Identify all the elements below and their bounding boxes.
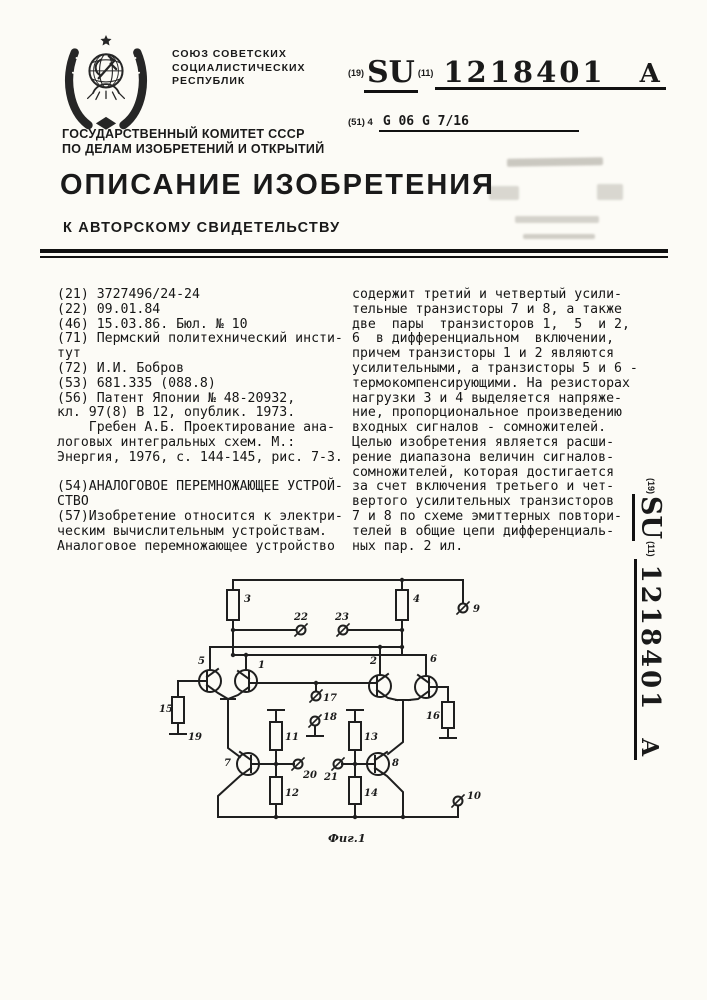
side-kind-code: A <box>636 738 663 757</box>
code-11-label: (11) <box>417 68 434 78</box>
ipc-classification <box>348 112 579 130</box>
side-country-code: SU <box>632 494 666 541</box>
label-terminal-22: 22 <box>294 612 308 623</box>
figure-caption: Фиг.1 <box>328 831 366 845</box>
label-transistor-5: 5 <box>198 656 205 667</box>
side-document-number <box>608 478 666 808</box>
label-terminal-20: 20 <box>303 770 317 781</box>
label-transistor-8: 8 <box>392 758 399 769</box>
ipc-code: G 06 G 7/16 <box>379 114 579 132</box>
union-name: СОЮЗ СОВЕТСКИХ СОЦИАЛИСТИЧЕСКИХ РЕСПУБЛИК <box>172 48 306 87</box>
publication-number: 1218401 <box>443 55 606 89</box>
label-terminal-9: 9 <box>473 604 480 615</box>
label-terminal-17: 17 <box>323 693 337 704</box>
figure-1-circuit-diagram <box>158 552 508 848</box>
label-resistor-4: 4 <box>413 594 420 605</box>
header-divider-rule <box>40 249 668 258</box>
publication-number-wrap <box>435 55 665 90</box>
code-51-label: (51) 4 <box>348 117 373 128</box>
code-19-label: (19) <box>348 68 365 78</box>
label-resistor-14: 14 <box>364 788 378 799</box>
label-transistor-6: 6 <box>430 654 437 665</box>
label-transistor-1: 1 <box>258 660 265 671</box>
document-number-line <box>348 55 666 90</box>
label-transistor-7: 7 <box>224 758 231 769</box>
committee-name: ГОСУДАРСТВЕННЫЙ КОМИТЕТ СССР ПО ДЕЛАМ ИЗОБРЕТЕНИЙ И ОТКРЫТИЙ <box>62 127 325 156</box>
bibliographic-column: (21) 3727496/24-24 (22) 09.01.84 (46) 15.03.86. Бюл. № 10 (71) Пермский политехнический инсти- тут (72) И.И. Бобров (53) 681.335 (088.8) (56) Патент Японии № 48-20932, кл. 97(8) В 12, опублик. 1973. Гребен А.Б. Проектирование ана- логовых интегральных схем. М.: Энергия, 1976, с. 144-145, рис. 7-3. (54)АНАЛОГОВОЕ ПЕРЕМНОЖАЮЩЕЕ УСТРОЙ- СТВО (57)Изобретение относится к электри- ческим вычислительным устройствам. Аналоговое перемножающее устройство <box>57 287 343 554</box>
label-terminal-23: 23 <box>335 612 349 623</box>
abstract-column: содержит третий и четвертый усили- тельные транзисторы 7 и 8, а также две пары транзисторов 1, 5 и 2, 6 в дифференциальном включении, причем транзисторы 1 и 2 являются усилительными, а транзисторы 5 и 6 - термокомпенсирующими. На резисторах нагрузки 3 и 4 выделяется напряже- ние, пропорциональное произведению входных сигналов - сомножителей. Целью изобретения является расши- рение диапазона величин сигналов- сомножителей, которая достигается за счет включения третьего и чет- вертого усилительных транзисторов 7 и 8 по схеме эмиттерных повтори- телей в общие цепи дифференциаль- ных пар. 2 ил. <box>352 287 638 554</box>
country-code: SU <box>364 55 418 93</box>
label-transistor-2: 2 <box>370 656 377 667</box>
label-resistor-13: 13 <box>364 732 378 743</box>
label-resistor-15: 15 <box>159 704 173 715</box>
label-terminal-21: 21 <box>324 772 338 783</box>
side-publication-number: 1218401 <box>635 564 665 713</box>
side-code-11-label: (11) <box>646 541 656 557</box>
side-number-wrap <box>634 559 665 761</box>
label-terminal-19: 19 <box>188 732 202 743</box>
label-resistor-3: 3 <box>244 594 251 605</box>
label-terminal-18: 18 <box>323 712 337 723</box>
label-terminal-10: 10 <box>467 791 481 802</box>
faint-library-stamp <box>485 150 635 246</box>
page-title: ОПИСАНИЕ ИЗОБРЕТЕНИЯ <box>60 169 495 201</box>
ussr-coat-of-arms-icon <box>60 32 152 130</box>
page-subtitle: К АВТОРСКОМУ СВИДЕТЕЛЬСТВУ <box>63 220 341 236</box>
circuit-wires <box>170 580 469 817</box>
kind-code: A <box>639 59 660 89</box>
circuit-junction-dots <box>231 578 405 819</box>
label-resistor-16: 16 <box>426 711 440 722</box>
side-code-19-label: (19) <box>646 478 656 495</box>
label-resistor-12: 12 <box>285 788 299 799</box>
label-resistor-11: 11 <box>285 732 299 743</box>
